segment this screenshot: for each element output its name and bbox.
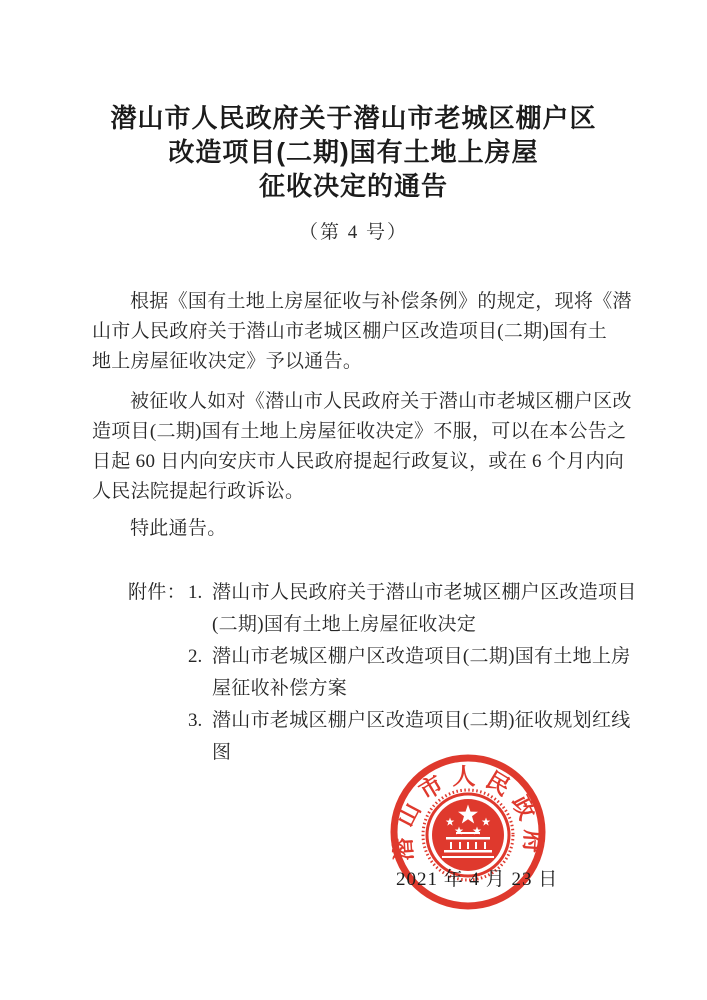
attachment-item — [188, 641, 637, 705]
document-date: 2021 年 4 月 23 日 — [396, 869, 559, 890]
paragraph-line: 造项目(二期)国有土地上房屋征收决定》不服，可以在本公告之 — [92, 421, 627, 442]
paragraph-2 — [92, 387, 632, 507]
attachment-line: 潜山市老城区棚户区改造项目(二期)征收规划红线 — [212, 710, 631, 731]
title-line-2: 改造项目(二期)国有土地上房屋 — [168, 137, 539, 167]
attachment-number: 2. — [188, 646, 203, 667]
title-line-1: 潜山市人民政府关于潜山市老城区棚户区 — [110, 103, 597, 133]
attachment-number: 3. — [188, 710, 203, 731]
national-emblem-icon — [423, 790, 513, 880]
attachment-line: 潜山市老城区棚户区改造项目(二期)国有土地上房 — [212, 646, 631, 667]
paragraph-line: 特此通告。 — [130, 518, 227, 539]
document-number: （第 4 号） — [298, 222, 408, 243]
paragraph-line: 山市人民政府关于潜山市老城区棚户区改造项目(二期)国有土 — [92, 321, 608, 342]
paragraph-3 — [92, 514, 622, 544]
attachment-number: 1. — [188, 582, 203, 603]
document-body — [92, 287, 632, 544]
seal-text: 潜山市人民政府 — [389, 763, 547, 862]
paragraph-line: 日起 60 日内向安庆市人民政府提起行政复议，或在 6 个月内向 — [92, 451, 625, 472]
paragraph-line: 被征收人如对《潜山市人民政府关于潜山市老城区棚户区改 — [130, 391, 632, 412]
attachment-text — [212, 641, 631, 705]
paragraph-line: 根据《国有土地上房屋征收与补偿条例》的规定，现将《潜 — [130, 291, 632, 312]
title-line-3: 征收决定的通告 — [258, 171, 448, 201]
paragraph-line: 人民法院提起行政诉讼。 — [92, 481, 305, 502]
attachments-list — [188, 577, 637, 769]
paragraph-line: 地上房屋征收决定》予以通告。 — [92, 351, 363, 372]
attachments-label: 附件： — [128, 582, 186, 603]
paragraph-1 — [92, 287, 632, 377]
document-title — [0, 101, 707, 203]
attachment-line: 图 — [212, 742, 232, 763]
attachment-line: (二期)国有土地上房屋征收决定 — [212, 614, 477, 635]
attachment-line: 潜山市人民政府关于潜山市老城区棚户区改造项目 — [212, 582, 637, 603]
attachment-item — [188, 577, 637, 641]
attachment-text — [212, 577, 637, 641]
attachments-section — [128, 577, 637, 769]
attachment-line: 屋征收补偿方案 — [212, 678, 348, 699]
